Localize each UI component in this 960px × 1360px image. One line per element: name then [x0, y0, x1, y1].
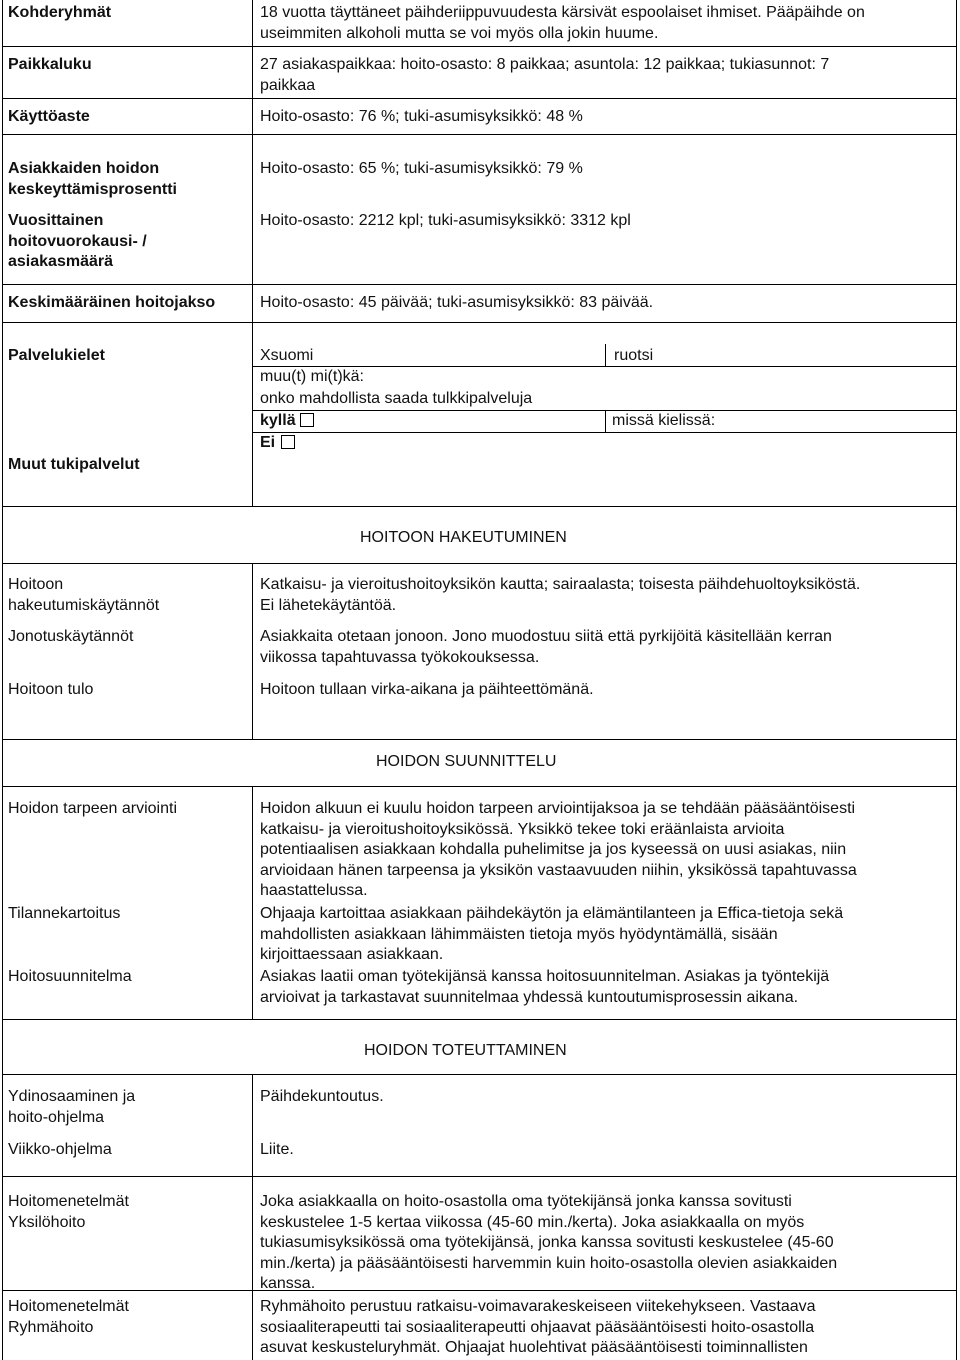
ruotsi-option: ruotsi [614, 347, 654, 364]
muut-kielet: muu(t) mi(t)kä: [260, 368, 364, 385]
tilannekartoitus-line-3: kirjoittaessaan asiakkaan. [260, 946, 444, 964]
tarpeen-arviointi-line-3: potentiaalisen asiakkaan kohdalla puhelimitse ja jos kyseessä on uusi asiakas, niin [260, 841, 847, 859]
jonotuskaytannot-line-1: Asiakkaita otetaan jonoon. Jono muodostuu siitä että pyrkijöitä käsitellään kerran [260, 628, 832, 645]
tulkki-question: onko mahdollista saada tulkkipalveluja [260, 390, 533, 407]
vuorokausi-label-2: hoitovuorokausi- / [8, 232, 147, 250]
tilannekartoitus-label: Tilannekartoitus [8, 905, 121, 922]
suunnittelu-heading: HOIDON SUUNNITTELU [376, 753, 557, 770]
jonotuskaytannot-label: Jonotuskäytännöt [8, 628, 134, 645]
grid-line [252, 1074, 253, 1360]
kohderyhmat-label: Kohderyhmät [8, 4, 112, 21]
grid-line [252, 366, 957, 367]
hoitoon-tulo-label: Hoitoon tulo [8, 681, 94, 698]
hoitoon-tulo-line-1: Hoitoon tullaan virka-aikana ja päihteettömänä. [260, 681, 594, 698]
grid-line [2, 284, 957, 285]
tarpeen-arviointi-line-4: arvioidaan hänen tarpeensa ja yksikön vastaavuuden niihin, yksikössä tapahtuvassa [260, 861, 857, 879]
ryhmahoito-line-1: Ryhmähoito perustuu ratkaisu-voimavarakeskeiseen viitekehykseen. Vastaava [260, 1298, 816, 1315]
hoitojakso-label: Keskimääräinen hoitojakso [8, 294, 216, 311]
ryhmahoito-label-1: Hoitomenetelmät [8, 1298, 129, 1315]
ei-option[interactable] [260, 433, 295, 454]
grid-line [2, 563, 957, 564]
grid-line [605, 344, 606, 366]
grid-line [2, 322, 957, 323]
grid-line [2, 0, 3, 1360]
hoitosuunnitelma-line-1: Asiakas laatii oman työtekijänsä kanssa hoitosuunnitelman. Asiakas ja työntekijä [260, 968, 830, 985]
kylla-option[interactable] [260, 411, 314, 432]
grid-line [956, 0, 957, 1360]
yksilohoito-line-1: Joka asiakkaalla on hoito-osastolla oma työtekijänsä jonka kanssa sovitusti [260, 1193, 792, 1210]
vuorokausi-label-3: asiakasmäärä [8, 253, 113, 271]
yksilohoito-line-4: min./kerta) ja pääsääntöisesti harvemmin kuin hoito-osastolla olevien asiakkaiden [260, 1254, 838, 1272]
yksilohoito-label-1: Hoitomenetelmät [8, 1193, 129, 1210]
kohderyhmat-line-1: 18 vuotta täyttäneet päihderiippuvuudesta kärsivät espoolaiset ihmiset. Pääpäihde on [260, 4, 865, 21]
viikko-ohjelma-label: Viikko-ohjelma [8, 1141, 112, 1158]
palvelukielet-label: Palvelukielet [8, 347, 105, 364]
hoitojakso-value: Hoito-osasto: 45 päivää; tuki-asumisyksikkö: 83 päivää. [260, 294, 654, 311]
hakeutuminen-heading: HOITOON HAKEUTUMINEN [360, 529, 567, 546]
yksilohoito-line-3: tukiasumisyksikössä oma työtekijänsä, jonka kanssa sovitusti keskustelee (45-60 [260, 1234, 834, 1252]
yksilohoito-label-2: Yksilöhoito [8, 1213, 86, 1231]
paikkaluku-label: Paikkaluku [8, 56, 92, 73]
muut-tukipalvelut-label: Muut tukipalvelut [8, 456, 140, 473]
paikkaluku-line-2: paikkaa [260, 76, 316, 94]
grid-line [605, 410, 606, 432]
keskeyttamis-label-1: Asiakkaiden hoidon [8, 160, 160, 177]
yksilohoito-line-2: keskustelee 1-5 kertaa viikossa (45-60 min./kerta). Joka asiakkaalla on myös [260, 1213, 805, 1231]
grid-line [2, 1074, 957, 1075]
hakeutumiskaytannot-label-2: hakeutumiskäytännöt [8, 596, 160, 614]
kayttoaste-value: Hoito-osasto: 76 %; tuki-asumisyksikkö: 48 % [260, 108, 583, 125]
paikkaluku-line-1: 27 asiakaspaikkaa: hoito-osasto: 8 paikkaa; asuntola: 12 paikkaa; tukiasunnot: 7 [260, 56, 830, 73]
grid-line [2, 1019, 957, 1020]
hakeutumiskaytannot-line-2: Ei lähetekäytäntöä. [260, 596, 397, 614]
missa-kielissa: missä kielissä: [612, 412, 716, 429]
ryhmahoito-label-2: Ryhmähoito [8, 1318, 94, 1336]
grid-line [252, 563, 253, 739]
grid-line [252, 432, 957, 433]
yksilohoito-line-5: kanssa. [260, 1275, 316, 1293]
grid-line [2, 739, 957, 740]
kohderyhmat-line-2: useimmiten alkoholi mutta se voi myös olla jokin huume. [260, 24, 659, 42]
viikko-ohjelma-value[interactable]: Liite. [260, 1141, 294, 1158]
ryhmahoito-line-2: sosiaaliterapeutti tai sosiaaliterapeutti ohjaavat pääsääntöisesti hoito-osastolla [260, 1318, 815, 1336]
kayttoaste-label: Käyttöaste [8, 108, 90, 125]
ei-label: Ei [260, 434, 276, 451]
kylla-label: kyllä [260, 412, 296, 429]
hoitosuunnitelma-line-2: arvioivat ja tarkastavat suunnitelmaa yhdessä kuntoutumisprosessin aikana. [260, 988, 799, 1006]
tarpeen-arviointi-line-2: katkaisu- ja vieroitushoitoyksikössä. Yksikkö tekee toki eräänlaista arvioita [260, 820, 785, 838]
grid-line [2, 134, 957, 135]
ydinosaaminen-label-1: Ydinosaaminen ja [8, 1088, 136, 1105]
grid-line [2, 98, 957, 99]
kylla-checkbox[interactable] [300, 413, 314, 427]
grid-line [2, 786, 957, 787]
grid-line [2, 1290, 957, 1291]
tarpeen-arviointi-line-1: Hoidon alkuun ei kuulu hoidon tarpeen arviointijaksoa ja se tehdään pääsääntöisesti [260, 800, 856, 817]
vuorokausi-label-1: Vuosittainen [8, 212, 104, 229]
ydinosaaminen-value: Päihdekuntoutus. [260, 1088, 384, 1105]
toteuttaminen-heading: HOIDON TOTEUTTAMINEN [364, 1042, 567, 1059]
keskeyttamis-value: Hoito-osasto: 65 %; tuki-asumisyksikkö: 79 % [260, 160, 583, 177]
jonotuskaytannot-line-2: viikossa tapahtuvassa työkokouksessa. [260, 648, 540, 666]
ryhmahoito-line-3: asuvat keskusteluryhmät. Ohjaajat huolehtivat pääsääntöisesti toiminnallisten [260, 1339, 808, 1357]
grid-line [252, 786, 253, 1019]
tarpeen-arviointi-line-5: haastattelussa. [260, 882, 368, 900]
ei-checkbox[interactable] [281, 435, 295, 449]
grid-line [2, 46, 957, 47]
grid-line [2, 506, 957, 507]
tarpeen-arviointi-label: Hoidon tarpeen arviointi [8, 800, 177, 817]
tilannekartoitus-line-1: Ohjaaja kartoittaa asiakkaan päihdekäytön ja elämäntilanteen ja Effica-tietoja sekä [260, 905, 844, 922]
ydinosaaminen-label-2: hoito-ohjelma [8, 1108, 105, 1126]
tilannekartoitus-line-2: mahdollisten asiakkaan lähimmäisten tietoja myös hyödyntämällä, sisään [260, 925, 778, 943]
keskeyttamis-label-2: keskeyttämisprosentti [8, 180, 177, 198]
suomi-option: Xsuomi [260, 347, 314, 364]
grid-line [2, 1176, 957, 1177]
hakeutumiskaytannot-line-1: Katkaisu- ja vieroitushoitoyksikön kautta; sairaalasta; toisesta päihdehuoltoyksiköstä. [260, 576, 861, 593]
hoitosuunnitelma-label: Hoitosuunnitelma [8, 968, 132, 985]
hakeutumiskaytannot-label-1: Hoitoon [8, 576, 64, 593]
vuorokausi-value: Hoito-osasto: 2212 kpl; tuki-asumisyksikkö: 3312 kpl [260, 212, 631, 229]
grid-line [252, 0, 253, 506]
